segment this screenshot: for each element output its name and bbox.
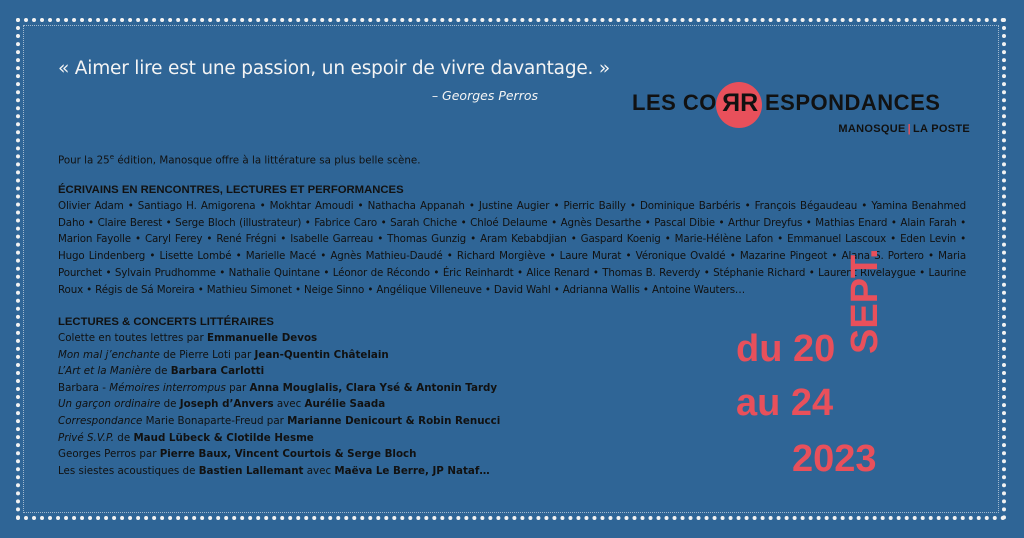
reading-text: de [151,365,171,378]
reading-text: par [225,381,250,394]
reading-item [58,347,618,364]
quote-author: – Georges Perros [431,88,538,103]
reading-text: Georges Perros par [58,448,160,461]
date-year: 2023 [792,438,877,480]
reading-text: Marie Bonaparte-Freud par [142,414,288,427]
reading-performer: Emmanuelle Devos [206,332,318,344]
reading-text: Barbara - [58,381,110,394]
reading-performer: Aurélie Saada [304,398,386,411]
reading-title: Un garçon ordinaire [58,398,161,411]
reading-text: de Pierre Loti par [159,348,255,361]
reading-item [58,463,618,480]
intro-sup: e [109,153,115,161]
logo-text-left: LES CO [632,90,717,115]
reading-text: avec [273,398,305,411]
reading-item [58,413,618,430]
quote-text: « Aimer lire est une passion, un espoir de vivre davantage. » [58,58,611,79]
reading-item [58,430,618,447]
intro-pre: Pour la 25 [58,154,110,167]
reading-item [58,330,618,347]
reading-performer: Maëva Le Berre, JP Nataf… [334,464,490,477]
logo-r: R [740,89,757,117]
date-month: SEPT. [844,248,886,354]
reading-item [58,396,618,413]
reading-text: de [114,431,134,444]
festival-logo [630,82,970,142]
reading-text: avec [303,464,335,477]
festival-dates [730,248,930,500]
reading-performer: Barbara Carlotti [170,365,265,378]
reading-title: L’Art et la Manière [58,365,152,378]
authors-list: Olivier Adam • Santiago H. Amigorena • Mokhtar Amoudi • Nathacha Appanah • Justine Augier • Pierric Bailly • Dominique Barbéris • François Bégaudeau • Yamina Benahmed Daho • Claire Berest • Serge Bloch (illustrateur) • Fabrice Caro • Sarah Chiche • Chloé Delaume • Agnès Desarthe • Pascal Dibie • Arthur Dreyfus • Mathias Enard • Alain Farah • Marion Fayolle • Caryl Ferey • René Frégni • Isabelle Garreau • Thomas Gunzig • Aram Kebabdjian • Gaspard Koenig • Marie-Hélène Lafon • Emmanuel Lascoux • Eden Levin • Hugo Lindenberg • Lisette Lombé • Marielle Macé • Agnès Mathieu-Daudé • Richard Morgiève • Laure Murat • Véronique Ovaldé • Mazarine Pingeot • Alana S. Portero • Maria Pourchet • Sylvain Prudhomme • Nathalie Quintane • Léonor de Récondo • Éric Reinhardt • Alice Renard • Thomas B. Reverdy • Stéphanie Richard • Laurent Rivelaygue • Laurine Roux • Régis de Sá Moreira • Mathieu Simonet • Neige Sinno • Angélique Villeneuve • David Wahl • Adrianna Wallis • Antoine Wauters… [58,200,966,296]
reading-title: Mon mal j’enchante [58,348,160,361]
date-end: au 24 [736,382,834,424]
logo-r-mirrored: R [724,89,741,117]
readings-title: LECTURES & CONCERTS LITTÉRAIRES [58,316,274,328]
reading-performer: Jean-Quentin Châtelain [254,348,389,361]
authors-section [58,184,966,298]
logo-subtitle [838,123,970,135]
logo-rr-mark [724,89,756,118]
reading-title: Mémoires interrompus [109,381,226,394]
reading-title: Correspondance [58,414,143,427]
quote-block [58,58,618,103]
logo-sub-separator: | [907,123,911,135]
logo-sub-venue: LA POSTE [913,123,970,135]
reading-text: de [160,398,180,411]
reading-performer: Pierre Baux, Vincent Courtois & Serge Bloch [159,448,417,461]
reading-text: Les siestes acoustiques de [58,464,199,477]
reading-performer: Maud Lübeck & Clotilde Hesme [133,431,314,444]
logo-text-right: ESPONDANCES [765,90,941,115]
reading-performer: Joseph d’Anvers [179,398,274,411]
reading-performer: Marianne Denicourt & Robin Renucci [287,414,501,427]
reading-performer: Bastien Lallemant [198,464,304,477]
logo-sub-city: MANOSQUE [838,123,906,135]
reading-item [58,363,618,380]
readings-list [58,330,618,479]
reading-performer: Anna Mouglalis, Clara Ysé & Antonin Tardy [249,381,498,394]
intro-post: édition, Manosque offre à la littérature sa plus belle scène. [114,154,421,167]
intro-text [58,153,420,166]
reading-title: Privé S.V.P. [58,431,115,444]
authors-title: ÉCRIVAINS EN RENCONTRES, LECTURES ET PERFORMANCES [58,184,404,196]
date-start: du 20 [736,328,836,370]
reading-item [58,446,618,463]
readings-section [58,316,618,479]
reading-text: Colette en toutes lettres par [58,332,207,344]
reading-item [58,380,618,397]
